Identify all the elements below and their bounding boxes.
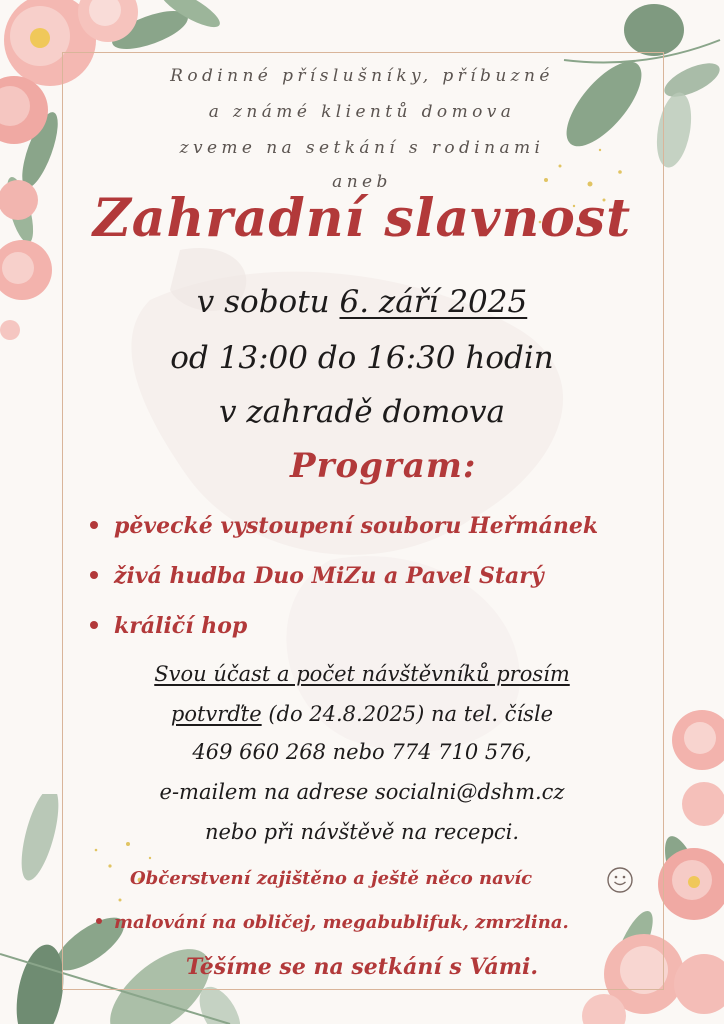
rsvp-phone-numbers: 469 660 268 nebo 774 710 576, [192,740,532,764]
event-time: od 13:00 do 16:30 hodin [170,340,554,376]
event-date: 6. září 2025 [339,284,528,320]
bullet-icon [90,521,98,529]
bullet-icon [90,571,98,579]
bullet-icon [90,621,98,629]
event-place: v zahradě domova [218,394,506,430]
intro-line-2: a známé klientů domova [208,102,516,122]
list-item: pěvecké vystoupení souboru Heřmánek [90,508,598,558]
smiley-icon [606,866,634,894]
rsvp-line-2 [0,702,724,726]
rsvp-confirm-word: potvrďte [170,702,262,726]
intro-line-4: aneb [332,172,392,192]
program-list [90,508,598,658]
rsvp-deadline: (do 24.8.2025) na tel. čísle [261,702,554,726]
refreshments-note: Občerstvení zajištěno a ještě něco navíc [130,868,533,889]
event-title: Zahradní slavnost [92,188,632,249]
event-date-line [0,284,724,320]
date-prefix: v sobotu [196,284,340,320]
rsvp-email: e-mailem na adrese socialni@dshm.cz [159,780,565,804]
rsvp-request: Svou účast a počet návštěvníků prosím [154,662,570,686]
intro-line-1: Rodinné příslušníky, příbuzné [170,66,554,86]
list-item: živá hudba Duo MiZu a Pavel Starý [90,558,598,608]
rsvp-reception: nebo při návštěvě na recepci. [204,820,520,844]
closing-line: Těšíme se na setkání s Vámi. [185,954,539,980]
intro-line-3: zveme na setkání s rodinami [179,138,545,158]
program-heading: Program: [290,446,477,486]
rsvp-line-1 [0,662,724,686]
list-item: králičí hop [90,608,598,658]
activities-note: malování na obličej, megabublifuk, zmrzlina. [96,912,569,933]
bullet-icon [96,918,102,924]
